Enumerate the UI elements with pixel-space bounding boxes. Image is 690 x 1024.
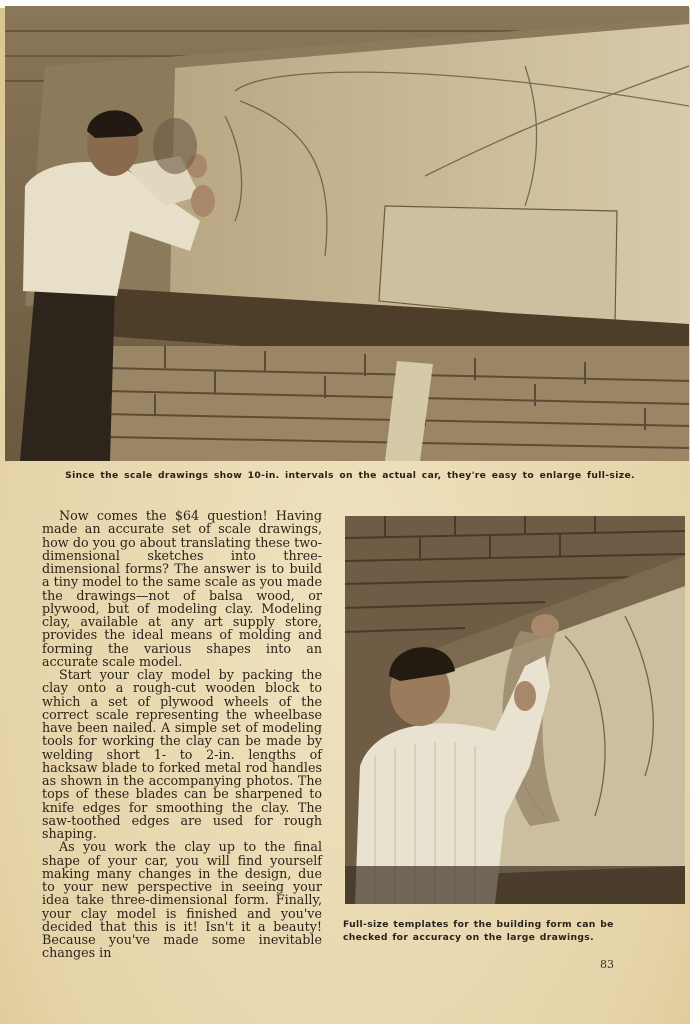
- article-paragraph-2: Start your clay model by packing the clay onto a rough-cut wooden block to which a set of plywood wheels of the correct scale representing the wheelbase have been nailed. A simple set of modeling tools for working the clay can be made by welding short 1- to 2-in. lengths of hacksaw blade to forked metal rod handles as shown in the accompanying photos. The tops of these blades can be sharpened to knife edges for smoothing the clay. The saw-toothed edges are used for rough shaping.: [42, 667, 322, 841]
- side-photo-man-checking-template: [345, 516, 685, 904]
- side-photo-caption: Full-size templates for the building form can be checked for accuracy on the large drawings.: [343, 919, 614, 943]
- top-photo-man-drawing: [5, 6, 689, 461]
- top-photo-caption: Since the scale drawings show 10-in. intervals on the actual car, they're easy to enlarge full-size.: [65, 470, 635, 481]
- article-paragraph-1: Now comes the $64 question! Having made an accurate set of scale drawings, how do you go about translating these two-dimensional sketches into three-dimensional forms? The answer is to build a tiny model to the same scale as you made the drawings—not of balsa wood, or plywood, but of modeling clay. Modeling clay, available at any art supply store, provides the ideal means of molding and forming the various shapes into an accurate scale model.: [42, 508, 322, 669]
- article-paragraph-3: As you work the clay up to the final shape of your car, you will find yourself making many changes in the design, due to your new perspective in seeing your idea take three-dimensional form. Finally, your clay model is finished and you've decided that this is it! Isn't it a beauty! Because you've made some inevitable changes in: [42, 839, 322, 961]
- article-body: [42, 509, 322, 960]
- page-number: 83: [600, 958, 614, 971]
